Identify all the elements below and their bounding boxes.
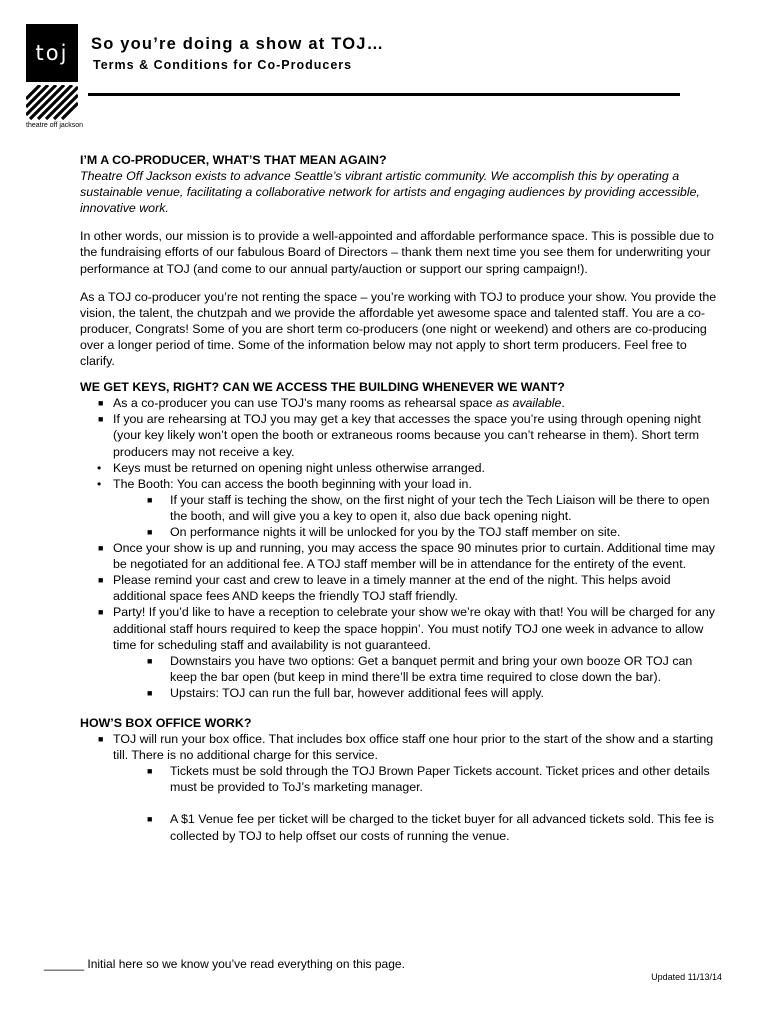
square-bullet-icon: ■: [147, 494, 153, 505]
logo-caption: theatre off jackson: [26, 122, 84, 129]
list-item: ■ A $1 Venue fee per ticket will be charged to the ticket buyer for all advanced tickets sold. This fee is collected by TOJ to help offset our costs of running the venue.: [147, 812, 714, 843]
document-body: [80, 152, 720, 844]
toj-logo: [26, 24, 84, 132]
round-bullet-icon: •: [97, 460, 102, 475]
list-item: ■ Downstairs you have two options: Get a banquet permit and bring your own booze OR TOJ can keep the bar open (but keep in mind there’ll be extra time required to close down the bar).: [147, 653, 693, 684]
mission-explanation-paragraph: In other words, our mission is to provide a well-appointed and affordable performance space. This is possible due to the fundraising efforts of our fabulous Board of Directors – thank them next time you see them for underwriting your performance at TOJ (and come to our annual party/auction or support our spring campaign!).: [80, 229, 714, 276]
square-bullet-icon: ■: [147, 814, 153, 825]
square-bullet-icon: ■: [147, 766, 153, 777]
list-item: ■ On performance nights it will be unlocked for you by the TOJ staff member on site.: [147, 524, 621, 539]
list-item: ■ If your staff is teching the show, on the first night of your tech the Tech Liaison will be there to open the booth, and will give you a key to open it, also due back opening night.: [147, 492, 710, 523]
logo-wordmark: toj: [26, 24, 78, 82]
list-item: ■ Upstairs: TOJ can run the full bar, however additional fees will apply.: [147, 685, 544, 700]
list-item: • The Booth: You can access the booth beginning with your load in. ■ If your staff is teching the show, on the first night of your tech the Tech Liaison will be there to open the booth, and will give you a key to open it, also due back opening night. ■ On performance nights it will be unlocked for you by the TOJ staff member on site.: [80, 476, 720, 540]
square-bullet-icon: ■: [147, 655, 153, 666]
keys-bullet-list: [80, 395, 720, 701]
list-item: ■ If you are rehearsing at TOJ you may get a key that accesses the space you’re using through opening night (your key likely won’t open the booth or extraneous rooms because you can’t rehearse in them). Short term producers may not receive a key.: [98, 412, 701, 459]
square-bullet-icon: ■: [98, 543, 104, 554]
section-heading-co-producer: I’M A CO-PRODUCER, WHAT’S THAT MEAN AGAIN?: [80, 153, 387, 167]
list-item: ■ Once your show is up and running, you may access the space 90 minutes prior to curtain. Additional time may be negotiated for an additional fee. A TOJ staff member will be in attendance for the entirety of the event.: [98, 541, 715, 572]
page-title: So you’re doing a show at TOJ…: [91, 35, 385, 53]
square-bullet-icon: ■: [98, 414, 104, 425]
booth-sub-list: [80, 492, 720, 540]
box-office-bullet-list: [80, 731, 720, 844]
page-subtitle: Terms & Conditions for Co-Producers: [93, 58, 353, 72]
section-heading-keys: WE GET KEYS, RIGHT? CAN WE ACCESS THE BUILDING WHENEVER WE WANT?: [80, 380, 565, 395]
list-item: • Keys must be returned on opening night unless otherwise arranged.: [97, 460, 485, 475]
square-bullet-icon: ■: [98, 607, 104, 618]
square-bullet-icon: ■: [147, 687, 153, 698]
box-office-sub-list: [80, 763, 720, 843]
header-divider: [88, 93, 680, 96]
co-producer-paragraph: As a TOJ co-producer you’re not renting the space – you’re working with TOJ to produce your show. You provide the vision, the talent, the chutzpah and we provide the affordable yet awesome space and talented staff. You are a co-producer, Congrats! Some of you are short term co-producers (one night or weekend) and others are co-producing over a longer period of time. Some of the information below may not apply to short term producers. Feel free to clarify.: [80, 289, 717, 369]
square-bullet-icon: ■: [98, 398, 104, 409]
updated-date: Updated 11/13/14: [651, 972, 722, 982]
square-bullet-icon: ■: [98, 734, 104, 745]
list-item: ■ As a co-producer you can use TOJ’s many rooms as rehearsal space as available.: [98, 396, 565, 411]
initial-line: ______ Initial here so we know you’ve read everything on this page.: [44, 957, 405, 971]
mission-statement: Theatre Off Jackson exists to advance Seattle’s vibrant artistic community. We accomplish this by operating a sustainable venue, facilitating a collaborative network for artists and engaging audiences by providing accessible, innovative work.: [80, 169, 700, 216]
list-item: ■ Party! If you’d like to have a reception to celebrate your show we’re okay with that! You will be charged for any additional staff hours required to keep the space hoppin’. You must notify TOJ one week in advance to allow time for scheduling staff and availability is not guaranteed. ■ Downstairs you have two options: Get a banquet permit and bring your own booze OR TOJ can keep the bar open (but keep in mind there’ll be extra time required to close down the bar). ■ Upstairs: TOJ can run the full bar, however additional fees will apply.: [80, 604, 720, 701]
list-item: ■ Tickets must be sold through the TOJ Brown Paper Tickets account. Ticket prices and other details must be provided to ToJ’s marketing manager.: [147, 764, 710, 795]
round-bullet-icon: •: [97, 476, 102, 491]
section-heading-box-office: HOW’S BOX OFFICE WORK?: [80, 716, 252, 730]
list-item: ■ Please remind your cast and crew to leave in a timely manner at the end of the night. This helps avoid additional space fees AND keeps the friendly TOJ staff friendly.: [98, 573, 671, 604]
logo-stripes-graphic: [26, 85, 78, 121]
party-sub-list: [80, 653, 720, 701]
square-bullet-icon: ■: [147, 526, 153, 537]
list-item: ■ TOJ will run your box office. That includes box office staff one hour prior to the start of the show and a starting till. There is no additional charge for this service. ■ Tickets must be sold through the TOJ Brown Paper Tickets account. Ticket prices and other details must be provided to ToJ’s marketing manager. ■ A $1 Venue fee per ticket will be charged to the ticket buyer for all advanced tickets sold. This fee is collected by TOJ to help offset our costs of running the venue.: [80, 731, 720, 844]
square-bullet-icon: ■: [98, 575, 104, 586]
